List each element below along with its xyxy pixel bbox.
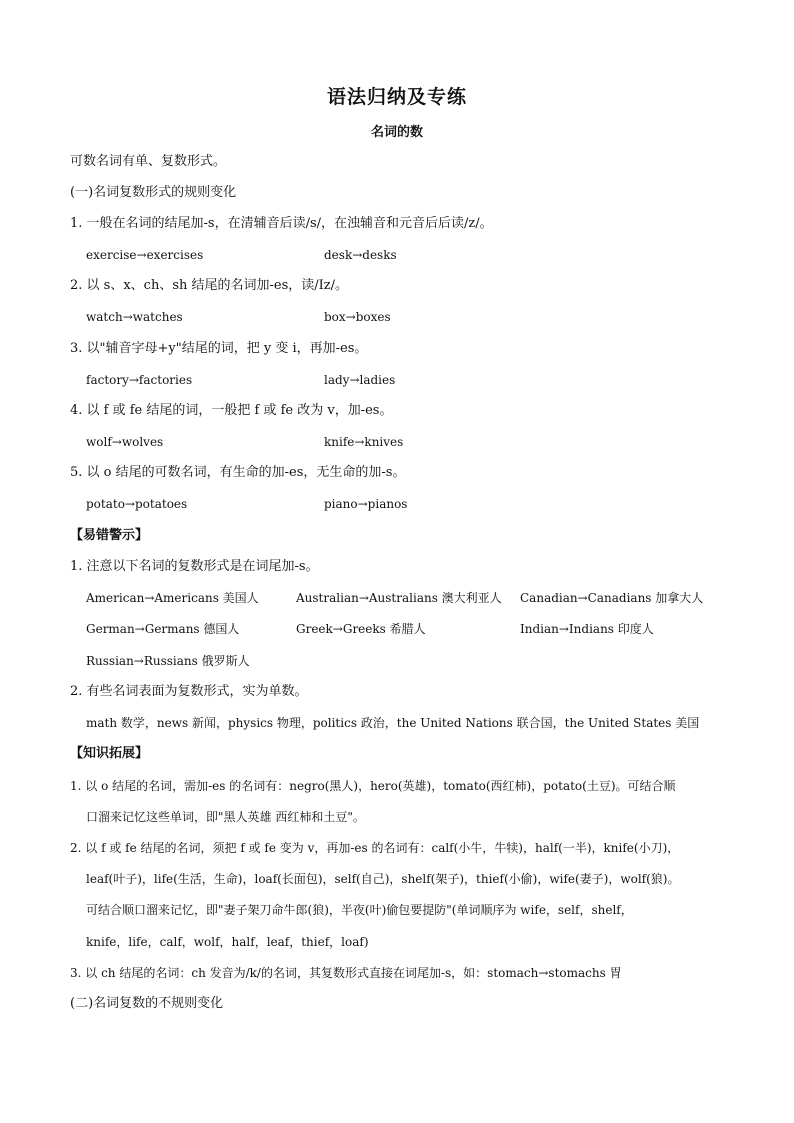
rule-3-example-2: lady→ladies (324, 373, 396, 387)
nationality-german: German→Germans 德国人 (86, 622, 240, 636)
rule-3: 3. 以"辅音字母+y"结尾的词，把 y 变 i，再加-es。 (70, 341, 368, 356)
extension-line-2: 口溜来记忆这些单词，即"黑人英雄 西红柿和土豆"。 (86, 810, 365, 824)
page-subtitle: 名词的数 (370, 125, 423, 140)
warning-2: 2. 有些名词表面为复数形式，实为单数。 (70, 684, 308, 699)
rule-4-example-1: wolf→wolves (86, 435, 164, 449)
extension-line-7: 3. 以 ch 结尾的名词：ch 发音为/k/的名词，其复数形式直接在词尾加-s，如：stomach→stomachs 胃 (70, 966, 622, 980)
section2-heading: (二)名词复数的不规则变化 (70, 996, 224, 1011)
rule-4: 4. 以 f 或 fe 结尾的词，一般把 f 或 fe 改为 v，加-es。 (70, 403, 393, 418)
extension-line-6: knife，life，calf，wolf，half，leaf，thief，loaf) (86, 935, 369, 949)
rule-5-example-1: potato→potatoes (86, 497, 188, 511)
extension-line-5: 可结合顺口溜来记忆，即"妻子架刀命牛郎(狼)，半夜(叶)偷包要提防"(单词顺序为 wife，self，shelf， (86, 903, 633, 917)
warning-heading: 【易错警示】 (70, 528, 149, 543)
nationality-greek: Greek→Greeks 希腊人 (296, 622, 426, 636)
rule-1-example-1: exercise→exercises (86, 248, 204, 262)
section1-heading: (一)名词复数形式的规则变化 (70, 185, 237, 200)
warning-2-examples: math 数学，news 新闻，physics 物理，politics 政治，the United Nations 联合国，the United States 美国 (86, 716, 700, 730)
rule-2: 2. 以 s、x、ch、sh 结尾的名词加-es，读/Iz/。 (70, 278, 349, 293)
rule-5: 5. 以 o 结尾的可数名词，有生命的加-es，无生命的加-s。 (70, 465, 406, 480)
nationality-australian: Australian→Australians 澳大利亚人 (296, 591, 502, 605)
page-title: 语法归纳及专练 (326, 86, 467, 108)
nationality-american: American→Americans 美国人 (86, 591, 259, 605)
warning-1: 1. 注意以下名词的复数形式是在词尾加-s。 (70, 559, 319, 574)
extension-heading: 【知识拓展】 (70, 746, 149, 761)
rule-1: 1. 一般在名词的结尾加-s，在清辅音后读/s/，在浊辅音和元音后后读/z/。 (70, 216, 493, 231)
nationality-indian: Indian→Indians 印度人 (520, 622, 654, 636)
extension-line-4: leaf(叶子)，life(生活，生命)，loaf(长面包)，self(自己)，shelf(架子)，thief(小偷)，wife(妻子)，wolf(狼)。 (86, 872, 680, 886)
intro-text: 可数名词有单、复数形式。 (70, 154, 227, 169)
extension-line-3: 2. 以 f 或 fe 结尾的名词，须把 f 或 fe 变为 v，再加-es 的名词有：calf(小牛，牛犊)，half(一半)，knife(小刀)， (70, 841, 680, 855)
extension-line-1: 1. 以 o 结尾的名词，需加-es 的名词有：negro(黑人)，hero(英雄)，tomato(西红柿)，potato(土豆)。可结合顺 (70, 779, 676, 793)
nationality-russian: Russian→Russians 俄罗斯人 (86, 654, 250, 668)
rule-5-example-2: piano→pianos (324, 497, 408, 511)
rule-1-example-2: desk→desks (324, 248, 397, 262)
rule-2-example-2: box→boxes (324, 310, 391, 324)
rule-3-example-1: factory→factories (86, 373, 193, 387)
rule-4-example-2: knife→knives (324, 435, 404, 449)
nationality-canadian: Canadian→Canadians 加拿大人 (520, 591, 704, 605)
rule-2-example-1: watch→watches (86, 310, 183, 324)
